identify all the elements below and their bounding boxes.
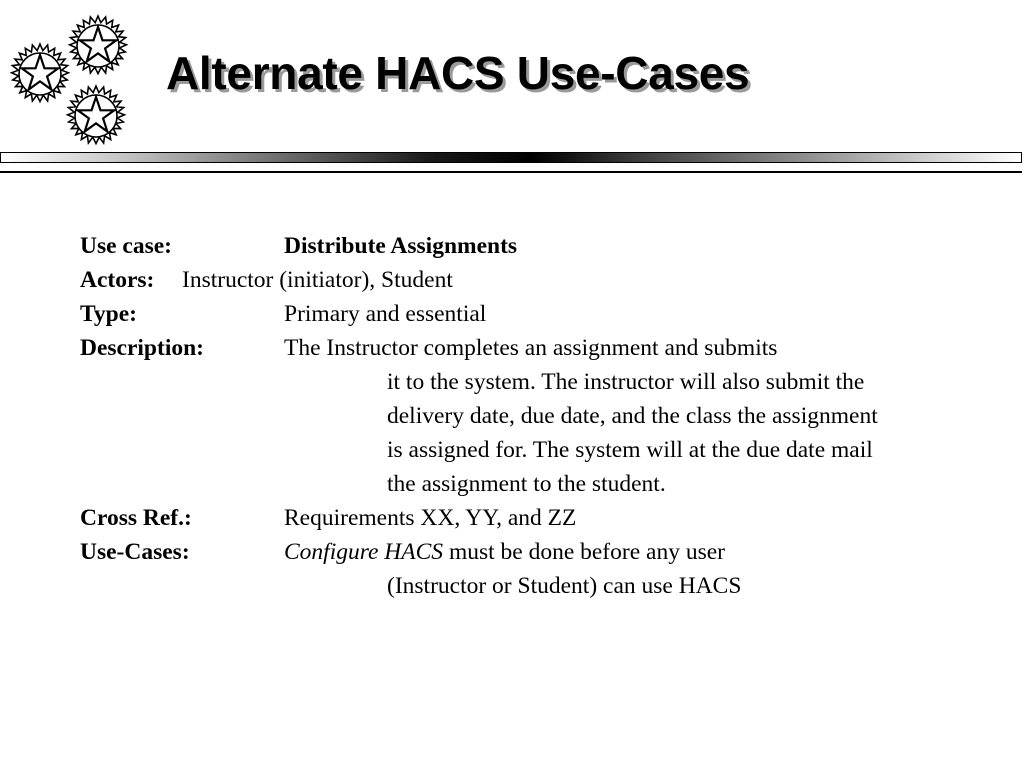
description-continuation — [80, 365, 1010, 399]
use-case-name: Distribute Assignments — [284, 233, 518, 259]
use-case-body — [80, 229, 1010, 603]
type-value: Primary and essential — [284, 301, 487, 327]
use-cases-value — [284, 535, 725, 569]
description-row — [80, 331, 1010, 365]
cross-ref-row — [80, 501, 1010, 535]
description-continuation — [80, 467, 1010, 501]
use-cases-continuation — [80, 569, 1010, 603]
description-continuation — [80, 399, 1010, 433]
stars-cluster-icon — [6, 14, 132, 148]
configure-hacs-reference: Configure HACS — [284, 539, 444, 565]
use-case-label: Use case: — [80, 233, 173, 259]
cross-ref-label: Cross Ref.: — [80, 505, 192, 531]
description-line: The Instructor completes an assignment and submits — [284, 335, 778, 361]
slide-title: Alternate HACS Use-Cases — [166, 47, 750, 99]
use-cases-row — [80, 535, 1010, 569]
type-label: Type: — [80, 301, 138, 327]
description-line: the assignment to the student. — [387, 471, 666, 497]
actors-value: Instructor (initiator), Student — [182, 267, 453, 293]
use-cases-line: (Instructor or Student) can use HACS — [387, 573, 742, 599]
use-cases-text: must be done before any user — [443, 539, 725, 565]
cross-ref-value: Requirements XX, YY, and ZZ — [284, 505, 577, 531]
actors-label: Actors: — [80, 267, 155, 293]
description-continuation — [80, 433, 1010, 467]
description-line: is assigned for. The system will at the due date mail — [387, 437, 873, 463]
actors-row — [80, 263, 1010, 297]
type-row — [80, 297, 1010, 331]
use-case-row — [80, 229, 1010, 263]
description-label: Description: — [80, 335, 205, 361]
title-gradient-rule — [0, 152, 1022, 163]
description-line: it to the system. The instructor will also submit the — [387, 369, 865, 395]
title-thin-rule — [0, 171, 1022, 173]
use-cases-label: Use-Cases: — [80, 539, 190, 565]
description-line: delivery date, due date, and the class the assignment — [387, 403, 878, 429]
